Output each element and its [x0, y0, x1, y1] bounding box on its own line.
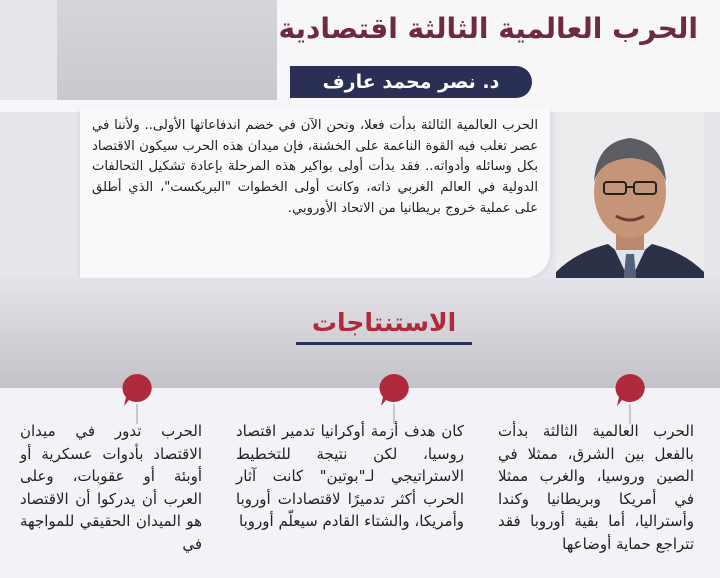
page-title: الحرب العالمية الثالثة اقتصادية [278, 12, 698, 45]
speech-bubble-icon [377, 372, 411, 408]
conclusion-text: الحرب تدور في ميدان الاقتصاد بأدوات عسكرية أو أوبئة أو عقوبات، وعلى العرب أن يدركوا أن الاقتصاد هو الميدان الحقيقي للمواجهة في [20, 422, 202, 553]
section-title: الاستنتاجات [311, 308, 457, 337]
header-side-panel [57, 0, 277, 112]
speech-bubble-icon [120, 372, 154, 408]
author-name-badge: د. نصر محمد عارف [290, 66, 532, 98]
section-underline [296, 342, 472, 345]
conclusion-text: الحرب العالمية الثالثة بدأت بالفعل بين الشرق، ممثلا في الصين وروسيا، والغرب ممثلا في أمريكا وبريطانيا وكندا وأستراليا، أما بقية أوروبا فقد تتراجع حماية أوضاعها [498, 422, 694, 553]
speech-bubble-icon [613, 372, 647, 408]
conclusion-text: كان هدف أزمة أوكرانيا تدمير اقتصاد روسيا، لكن نتيجة للتخطيط الاستراتيجي لـ"بوتين" كانت آثار الحرب أكثر تدميرًا لاقتصادات أوروبا وأمريكا، والشتاء القادم سيعلّم أوروبا [236, 422, 464, 530]
intro-paragraph: الحرب العالمية الثالثة بدأت فعلا، ونحن الآن في خضم اندفاعاتها الأولى.. ولأننا في عصر تغلب فيه القوة الناعمة على الخشنة، فإن ميدان هذه الحرب سيكون الاقتصاد بكل وسائله وأدواته.. فقد بدأت أولى بواكير هذه المرحلة بإعادة تشكيل التحالفات الدولية في العالم الغربي ذاته، وكانت أولى الخطوات "البريكست"، الذي أطلق على عملية خروج بريطانيا من الاتحاد الأوروبي. [92, 118, 538, 216]
